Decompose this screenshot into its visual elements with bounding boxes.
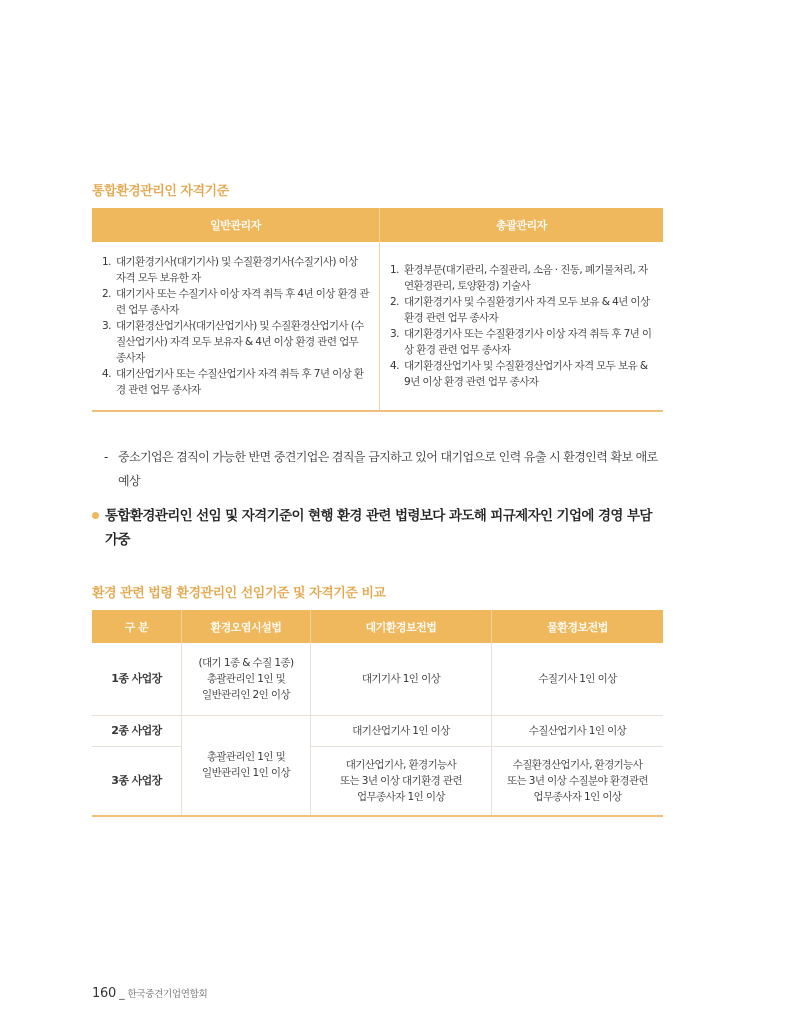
cell-pollution-type23: 총괄관리인 1인 및 일반관리인 1인 이상 bbox=[182, 715, 311, 816]
comparison-table bbox=[92, 610, 663, 817]
list-item: 2. 대기환경기사 및 수질환경기사 자격 모두 보유 & 4년 이상 환경 관련 업무 종사자 bbox=[390, 296, 650, 324]
cell-pollution-type1: (대기 1종 & 수질 1종) 총괄관리인 1인 및 일반관리인 2인 이상 bbox=[182, 643, 311, 715]
bullet-paragraph bbox=[92, 504, 664, 552]
list-item: 1. 환경부문(대기관리, 수질관리, 소음 · 진동, 폐기물처리, 자연환경관리, 토양환경) 기술사 bbox=[390, 264, 648, 292]
table-row bbox=[92, 715, 663, 746]
list-item: 4. 대기환경산업기사 및 수질환경산업기사 자격 모두 보유 & 9년 이상 환경 관련 업무 종사자 bbox=[390, 360, 648, 388]
row-label-type3: 3종 사업장 bbox=[92, 746, 182, 816]
table-row bbox=[92, 746, 663, 816]
cell-water-type3: 수질환경산업기사, 환경기능사 또는 3년 이상 수질분야 환경관련 업무종사자 1인 이상 bbox=[492, 746, 664, 816]
dash-note bbox=[104, 445, 664, 493]
list-item: 1. 대기환경기사(대기기사) 및 수질환경기사(수질기사) 이상 자격 모두 보유한 자 bbox=[102, 256, 358, 284]
header-air-act: 대기환경보전법 bbox=[311, 610, 492, 643]
row-label-type1: 1종 사업장 bbox=[92, 643, 182, 715]
row-label-type2: 2종 사업장 bbox=[92, 715, 182, 746]
footer-organization: 한국중견기업연합회 bbox=[127, 989, 208, 1000]
cell-air-type1: 대기기사 1인 이상 bbox=[311, 643, 492, 715]
list-item: 3. 대기환경산업기사(대기산업기사) 및 수질환경산업기사 (수질산업기사) 자격 모두 보유자 & 4년 이상 환경 관련 업무 종사자 bbox=[102, 320, 364, 364]
cell-air-type3: 대기산업기사, 환경기능사 또는 3년 이상 대기환경 관련 업무종사자 1인 이상 bbox=[311, 746, 492, 816]
list-item: 4. 대기산업기사 또는 수질산업기사 자격 취득 후 7년 이상 환경 관련 업무 종사자 bbox=[102, 368, 364, 396]
general-manager-criteria bbox=[92, 242, 380, 411]
dash-marker: - bbox=[104, 450, 108, 464]
section-title-qualification: 통합환경관리인 자격기준 bbox=[92, 184, 229, 199]
list-item: 3. 대기환경기사 또는 수질환경기사 이상 자격 취득 후 7년 이상 환경 관련 업무 종사자 bbox=[390, 328, 652, 356]
bullet-text: 통합환경관리인 선임 및 자격기준이 현행 환경 관련 법령보다 과도해 피규제자인 기업에 경영 부담 가중 bbox=[105, 508, 652, 548]
header-pollution-act: 환경오염시설법 bbox=[182, 610, 311, 643]
list-item: 2. 대기기사 또는 수질기사 이상 자격 취득 후 4년 이상 환경 관련 업무 종사자 bbox=[102, 288, 369, 316]
cell-air-type2: 대기산업기사 1인 이상 bbox=[311, 715, 492, 746]
page-number: 160 bbox=[92, 986, 116, 1001]
chief-manager-criteria bbox=[380, 242, 664, 411]
section-title-comparison: 환경 관련 법령 환경관리인 선임기준 및 자격기준 비교 bbox=[92, 586, 386, 601]
header-water-act: 물환경보전법 bbox=[492, 610, 664, 643]
cell-water-type2: 수질산업기사 1인 이상 bbox=[492, 715, 664, 746]
qualification-table bbox=[92, 208, 663, 412]
header-general-manager: 일반관리자 bbox=[92, 208, 380, 242]
dash-note-text: 중소기업은 겸직이 가능한 반면 중견기업은 겸직을 금지하고 있어 대기업으로 인력 유출 시 환경인력 확보 애로 예상 bbox=[118, 450, 658, 488]
cell-water-type1: 수질기사 1인 이상 bbox=[492, 643, 664, 715]
footer-separator: _ bbox=[119, 987, 125, 1000]
header-category: 구 분 bbox=[92, 610, 182, 643]
bullet-dot-icon bbox=[92, 512, 99, 519]
page-footer bbox=[92, 986, 207, 1001]
header-chief-manager: 총괄관리자 bbox=[380, 208, 664, 242]
table-row bbox=[92, 643, 663, 715]
